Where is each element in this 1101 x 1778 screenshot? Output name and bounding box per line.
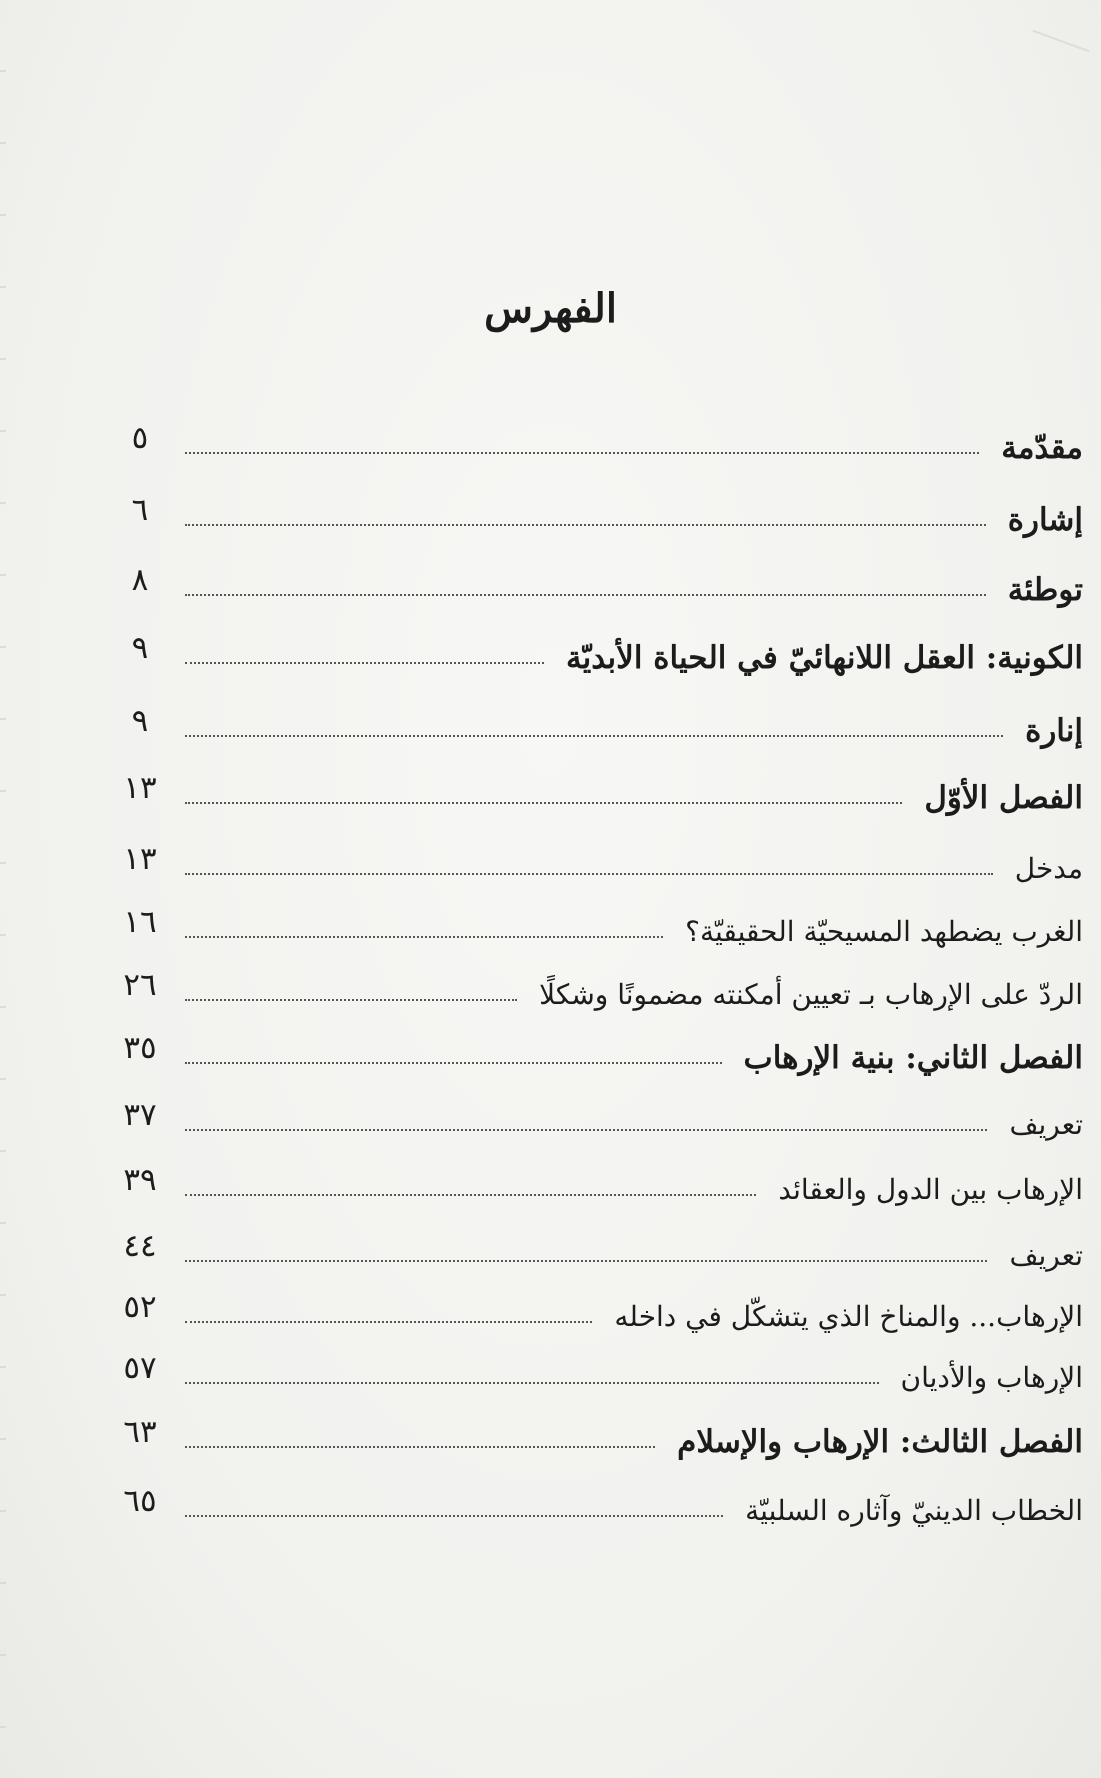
toc-page-number: ٤٤ [123, 1228, 157, 1264]
toc-leader-dots [185, 594, 986, 596]
toc-leader-dots [185, 662, 544, 664]
toc-entry-title: توطئة [1007, 572, 1083, 608]
paper-scuff [1032, 30, 1089, 52]
toc-entry [0, 1226, 1101, 1286]
toc-entry [0, 1348, 1101, 1408]
toc-leader-dots [185, 1446, 655, 1448]
toc-entry-title: الغرب يضطهد المسيحيّة الحقيقيّة؟ [685, 915, 1083, 948]
toc-leader-dots [185, 802, 902, 804]
toc-leader-dots [185, 1129, 987, 1131]
table-of-contents [0, 418, 1101, 1718]
toc-entry-title: الفصل الثالث: الإرهاب والإسلام [677, 1424, 1083, 1460]
toc-leader-dots [185, 999, 517, 1001]
page-title: الفهرس [484, 284, 617, 332]
toc-entry-title: الإرهاب... والمناخ الذي يتشكّل في داخله [614, 1300, 1083, 1333]
toc-leader-dots [185, 1260, 987, 1262]
toc-entry [0, 560, 1101, 620]
toc-entry-title: تعريف [1009, 1108, 1083, 1141]
toc-leader-dots [185, 1515, 723, 1517]
toc-entry-title: تعريف [1009, 1239, 1083, 1272]
toc-entry-title: الفصل الأوّل [924, 780, 1083, 816]
toc-page-number: ١٣ [123, 841, 157, 877]
toc-entry [0, 628, 1101, 688]
toc-page-number: ٦٥ [123, 1483, 157, 1519]
toc-page-number: ٦٣ [123, 1414, 157, 1450]
toc-page-number: ٣٩ [123, 1162, 157, 1198]
toc-page-number: ٥ [131, 420, 149, 456]
toc-entry [0, 1160, 1101, 1220]
toc-entry-title: مدخل [1014, 852, 1083, 885]
toc-leader-dots [185, 524, 986, 526]
toc-page-number: ١٦ [123, 904, 157, 940]
toc-entry [0, 839, 1101, 899]
toc-entry-title: الخطاب الدينيّ وآثاره السلبيّة [745, 1494, 1083, 1527]
toc-entry [0, 701, 1101, 761]
toc-leader-dots [185, 452, 979, 454]
toc-entry-title: الإرهاب والأديان [900, 1361, 1083, 1394]
toc-entry [0, 1481, 1101, 1541]
toc-leader-dots [185, 735, 1003, 737]
toc-page-number: ٦ [131, 492, 149, 528]
toc-page-number: ٣٧ [123, 1097, 157, 1133]
toc-page-number: ٥٧ [123, 1350, 157, 1386]
toc-entry-title: الكونية: العقل اللانهائيّ في الحياة الأبديّة [566, 640, 1083, 676]
toc-page-number: ٨ [131, 562, 149, 598]
toc-page-number: ٩ [131, 630, 149, 666]
toc-leader-dots [185, 1382, 879, 1384]
toc-entry [0, 902, 1101, 962]
toc-entry-title: الفصل الثاني: بنية الإرهاب [743, 1040, 1083, 1076]
toc-entry [0, 1095, 1101, 1155]
toc-leader-dots [185, 936, 663, 938]
toc-leader-dots [185, 1194, 756, 1196]
toc-entry [0, 768, 1101, 828]
toc-leader-dots [185, 1062, 722, 1064]
toc-entry [0, 1287, 1101, 1347]
toc-page-number: ٥٢ [123, 1289, 157, 1325]
toc-entry [0, 490, 1101, 550]
toc-entry [0, 965, 1101, 1025]
toc-entry [0, 1028, 1101, 1088]
toc-entry [0, 418, 1101, 478]
toc-leader-dots [185, 873, 993, 875]
toc-leader-dots [185, 1321, 592, 1323]
toc-entry-title: إشارة [1007, 502, 1083, 538]
toc-entry-title: الإرهاب بين الدول والعقائد [778, 1173, 1083, 1206]
toc-entry-title: إنارة [1025, 713, 1083, 749]
toc-entry [0, 1412, 1101, 1472]
toc-page-number: ٣٥ [123, 1030, 157, 1066]
toc-page-number: ٢٦ [123, 967, 157, 1003]
toc-entry-title: مقدّمة [1001, 430, 1083, 466]
toc-page-number: ١٣ [123, 770, 157, 806]
toc-entry-title: الردّ على الإرهاب بـ تعيين أمكنته مضمونًا وشكلًا [539, 978, 1083, 1011]
toc-page-number: ٩ [131, 703, 149, 739]
